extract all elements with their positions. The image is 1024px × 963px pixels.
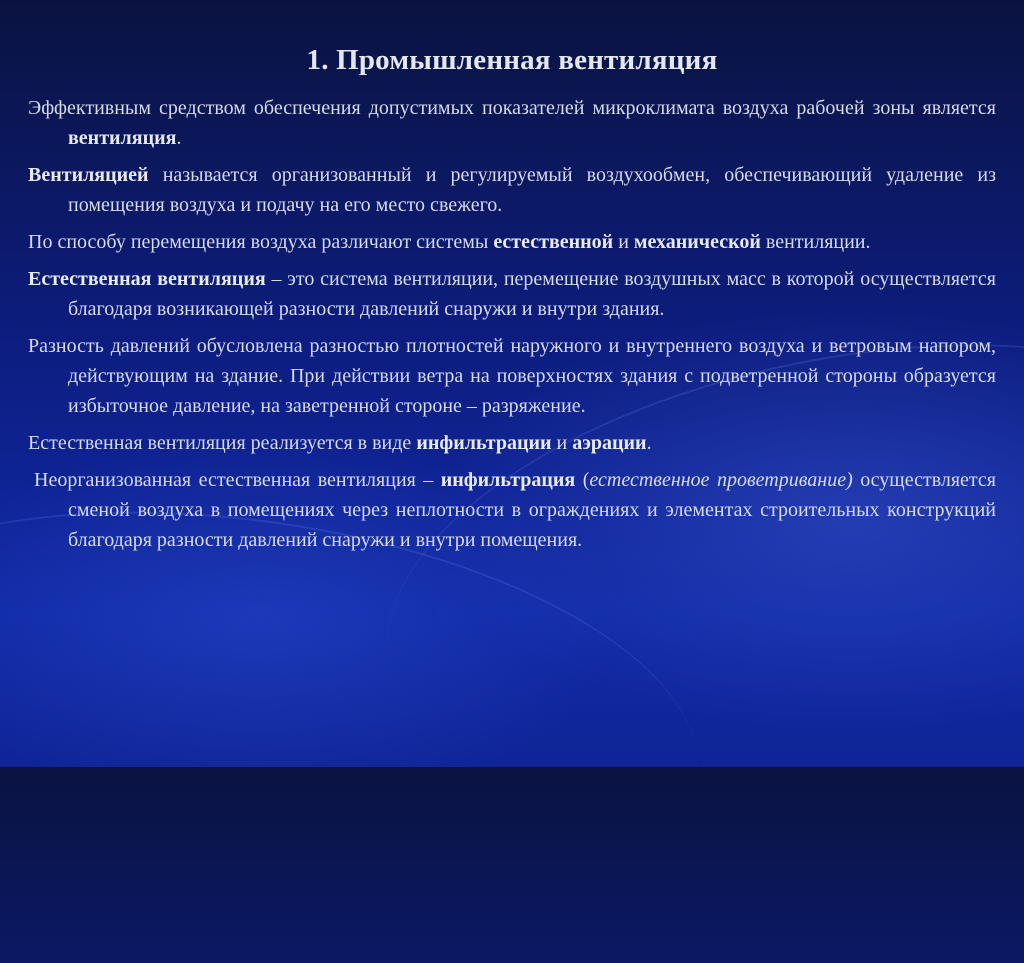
text: . xyxy=(176,127,182,149)
term-infiltration: инфильтрации xyxy=(416,432,552,454)
paragraph-natural-ventilation xyxy=(28,264,996,324)
term-natural-airing: естественное проветривание) xyxy=(589,469,853,491)
text: Разность давлений обусловлена разностью плотностей наружного и внутреннего воздуха и ветровым напором, действующим на здание. При действии ветра на поверхностях здания с подветренной стороны образуется избыточное давление, на заветренной стороне – разряжение. xyxy=(28,335,996,417)
slide-title: 1. Промышленная вентиляция xyxy=(306,44,718,76)
text: По способу перемещения воздуха различают системы xyxy=(28,231,494,253)
text: Неорганизованная естественная вентиляция – xyxy=(34,469,441,491)
text: – это система вентиляции, перемещение воздушных масс в которой осуществляется благодаря возникающей разности давлений снаружи и внутри здания. xyxy=(68,268,996,320)
text: ( xyxy=(575,469,590,491)
term-ventilation-definition: Вентиляцией xyxy=(28,164,149,186)
term-natural: естественной xyxy=(493,231,614,253)
text: и xyxy=(613,231,634,253)
text: . xyxy=(646,432,652,454)
term-aeration: аэрации xyxy=(572,432,647,454)
text: и xyxy=(551,432,573,454)
text: называется организованный и регулируемый воздухообмен, обеспечивающий удаление из помещения воздуха и подачу на его место свежего. xyxy=(68,164,996,216)
text: вентиляции. xyxy=(760,231,871,253)
text: Естественная вентиляция реализуется в виде xyxy=(28,432,417,454)
paragraph-systems xyxy=(28,227,996,257)
paragraph-pressure-difference xyxy=(28,331,996,421)
slide-body xyxy=(28,93,996,562)
text: Эффективным средством обеспечения допустимых показателей микроклимата воздуха рабочей зоны является xyxy=(28,97,996,119)
term-mechanical: механической xyxy=(633,231,761,253)
paragraph-definition xyxy=(28,160,996,220)
text: осуществляется сменой воздуха в помещениях через неплотности в ограждениях и элементах строительных конструкций благодаря разности давлений снаружи и внутри помещения. xyxy=(68,469,996,551)
paragraph-implementation xyxy=(28,428,996,458)
term-natural-ventilation: Естественная вентиляция xyxy=(28,268,266,290)
paragraph-infiltration xyxy=(28,465,996,555)
paragraph-effective-means xyxy=(28,93,996,153)
term-ventilation: вентиляция xyxy=(68,127,177,149)
term-infiltration: инфильтрация xyxy=(440,469,576,491)
